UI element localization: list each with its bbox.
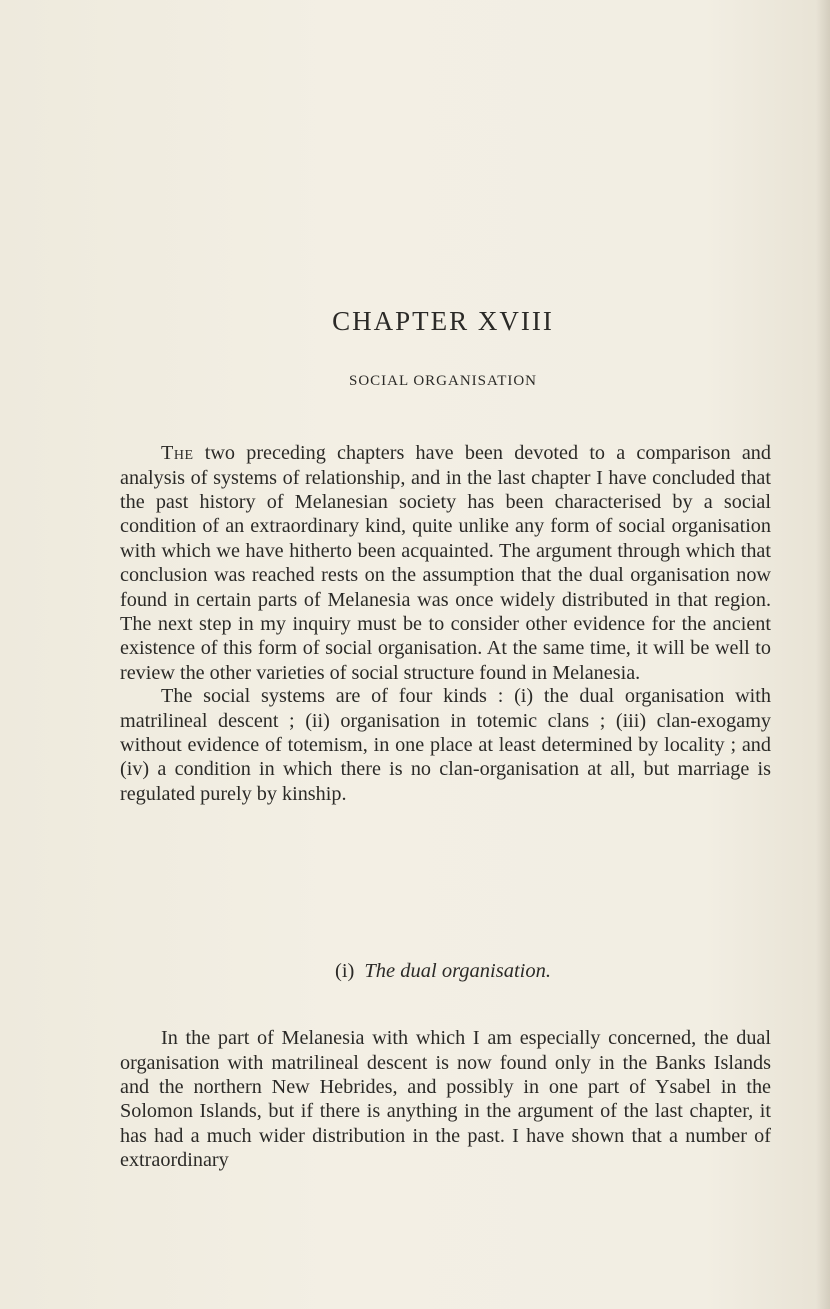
subsection-number: (i) [335,960,355,982]
paragraph-1-text: two preceding chapters have been devoted to a comparison and analysis of systems of relationship, and in the last chapter I have concluded that the past history of Melanesian society has been characterised by a social condition of an extraordinary kind, quite unlike any form of social organisation with which we have hitherto been acquainted. The argument through which that conclusion was reached rests on the assumption that the dual organisation now found in certain parts of Melanesia was once widely distributed in that region. The next step in my inquiry must be to consider other evidence for the ancient existence of this form of social organisation. At the same time, it will be well to review the other varieties of social structure found in Melanesia. [120,442,771,684]
subsection-heading [0,960,830,983]
chapter-title: CHAPTER XVIII [332,306,554,336]
paragraph-1 [120,441,771,685]
paragraph-2: The social systems are of four kinds : (i) the dual organisation with matrilineal descent ; (ii) organisation in totemic clans ; (iii) clan-exogamy without evidence of totemism, in one place at least determined by locality ; and (iv) a condition in which there is no clan-organisation at all, but marriage is regulated purely by kinship. [120,685,771,805]
paragraph-1-lead: The [161,442,194,465]
paragraph-3: In the part of Melanesia with which I am especially concerned, the dual organisation with matrilineal descent is now found only in the Banks Islands and the northern New Hebrides, and possibly in one part of Ysabel in the Solomon Islands, but if there is anything in the argument of the last chapter, it has had a much wider distribution in the past. I have shown that a number of extraordinary [120,1027,771,1172]
section-title: SOCIAL ORGANISATION [348,373,538,389]
subsection-title: The dual organisation. [364,960,551,982]
page-edge-shadow [816,0,830,1309]
